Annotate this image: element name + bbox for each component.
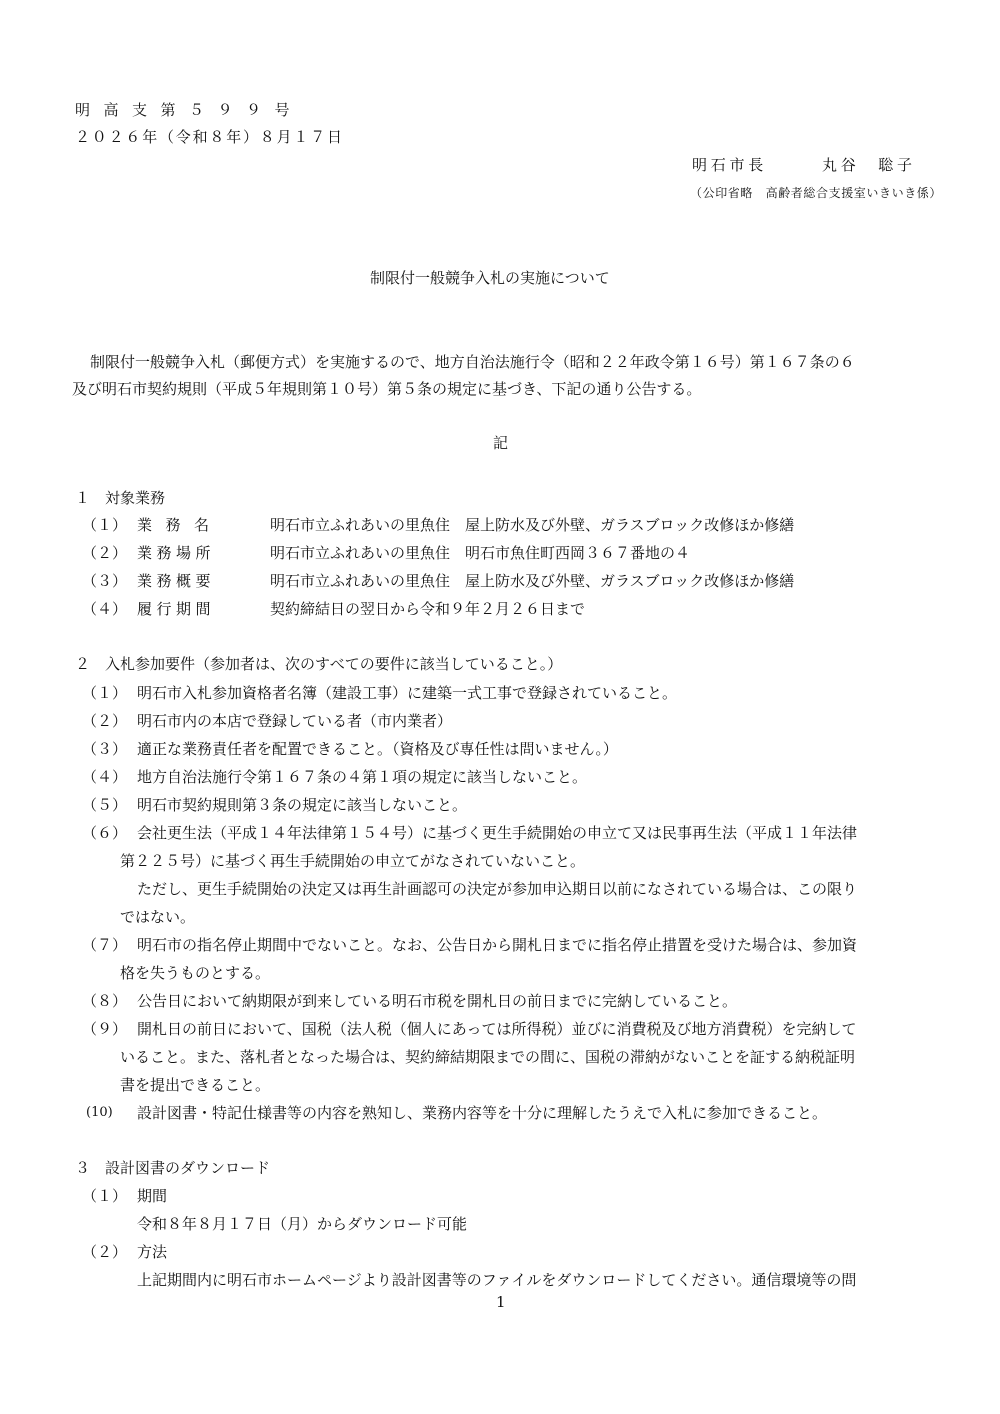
section-2-item-7-number: （７） <box>82 936 128 954</box>
item-number: （４） <box>82 600 128 618</box>
section-2-item-1-number: （１） <box>82 684 128 702</box>
section-2-item-7-line-1: 明石市の指名停止期間中でないこと。なお、公告日から開札日までに指名停止措置を受けた場合は、参加資 <box>137 936 858 954</box>
section-1-item-3 <box>82 571 942 591</box>
intro-line-1: 制限付一般競争入札（郵便方式）を実施するので、地方自治法施行令（昭和２２年政令第１６号）第１６７条の６ <box>90 353 855 371</box>
section-1-item-4 <box>82 599 942 619</box>
section-2-item-6-line-1: 会社更生法（平成１４年法律第１５４号）に基づく更生手続開始の申立て又は民事再生法（平成１１年法律 <box>137 824 858 842</box>
section-2-item-4-number: （４） <box>82 768 128 786</box>
section-2-item-6-number: （６） <box>82 824 128 842</box>
section-1-heading: １ 対象業務 <box>75 489 166 507</box>
issuer-title: 明石市長 <box>692 156 768 174</box>
section-2-item-6-line-2: 第２２５号）に基づく再生手続開始の申立てがなされていないこと。 <box>120 852 586 870</box>
issuer-name: 丸谷 聡子 <box>822 156 916 174</box>
item-number: （１） <box>82 516 128 534</box>
section-2-item-5-number: （５） <box>82 796 128 814</box>
item-label: 業務概要 <box>137 572 216 590</box>
section-3-item-2-text: 上記期間内に明石市ホームページより設計図書等のファイルをダウンロードしてください。通信環境等の問 <box>137 1271 857 1289</box>
item-value: 明石市立ふれあいの里魚住 明石市魚住町西岡３６７番地の４ <box>270 544 691 562</box>
section-2-item-8-text: 公告日において納期限が到来している明石市税を開札日の前日までに完納していること。 <box>137 992 738 1010</box>
section-2-item-4-text: 地方自治法施行令第１６７条の４第１項の規定に該当しないこと。 <box>137 768 588 786</box>
document-date: ２０２６年（令和８年）８月１７日 <box>75 128 344 146</box>
section-3-item-1-text: 令和８年８月１７日（月）からダウンロード可能 <box>137 1215 468 1233</box>
intro-line-2: 及び明石市契約規則（平成５年規則第１０号）第５条の規定に基づき、下記の通り公告する。 <box>72 380 702 398</box>
item-number: （２） <box>82 544 128 562</box>
item-value: 明石市立ふれあいの里魚住 屋上防水及び外壁、ガラスブロック改修ほか修繕 <box>270 572 795 590</box>
section-2-item-9-number: （９） <box>82 1020 128 1038</box>
item-label: 履行期間 <box>137 600 216 618</box>
section-2-item-9-line-3: 書を提出できること。 <box>120 1076 271 1094</box>
item-value: 契約締結日の翌日から令和９年２月２６日まで <box>270 600 586 618</box>
section-2-item-8-number: （８） <box>82 992 128 1010</box>
item-label: 業務場所 <box>137 544 216 562</box>
section-2-heading: ２ 入札参加要件（参加者は、次のすべての要件に該当していること。） <box>75 655 563 673</box>
section-2-item-9-line-2: いること。また、落札者となった場合は、契約締結期限までの間に、国税の滞納がないことを証する納税証明 <box>120 1048 856 1066</box>
item-number: （３） <box>82 572 128 590</box>
section-2-item-9-line-1: 開札日の前日において、国税（法人税（個人にあっては所得税）並びに消費税及び地方消費税）を完納して <box>137 1020 857 1038</box>
section-2-item-6-line-3: ただし、更生手続開始の決定又は再生計画認可の決定が参加申込期日以前になされている場合は、この限り <box>137 880 858 898</box>
ki-marker: 記 <box>493 434 509 452</box>
section-2-item-3-text: 適正な業務責任者を配置できること。（資格及び専任性は問いません。） <box>137 740 618 758</box>
document-title: 制限付一般競争入札の実施について <box>370 269 610 287</box>
document-number: 明高支第５９９号 <box>75 101 304 119</box>
section-2-item-6-line-4: ではない。 <box>120 908 196 926</box>
section-2-item-10-text: 設計図書・特記仕様書等の内容を熟知し、業務内容等を十分に理解したうえで入札に参加できること。 <box>137 1104 828 1122</box>
section-1-item-1 <box>82 515 942 535</box>
section-2-item-10-number: (10) <box>86 1105 113 1120</box>
section-3-item-2-label: 方法 <box>137 1243 168 1261</box>
section-2-item-2-number: （２） <box>82 712 128 730</box>
section-3-item-2-number: （２） <box>82 1243 128 1261</box>
item-label: 業務名 <box>137 516 223 534</box>
section-2-item-1-text: 明石市入札参加資格者名簿（建設工事）に建築一式工事で登録されていること。 <box>137 684 678 702</box>
section-3-item-1-label: 期間 <box>137 1187 168 1205</box>
section-3-item-1-number: （１） <box>82 1187 128 1205</box>
issuer-note: （公印省略 高齢者総合支援室いきいき係） <box>690 186 943 200</box>
item-value: 明石市立ふれあいの里魚住 屋上防水及び外壁、ガラスブロック改修ほか修繕 <box>270 516 795 534</box>
section-2-item-2-text: 明石市内の本店で登録している者（市内業者） <box>137 712 453 730</box>
section-2-item-7-line-2: 格を失うものとする。 <box>120 964 271 982</box>
page-number: 1 <box>496 1293 506 1311</box>
section-1-item-2 <box>82 543 942 563</box>
section-3-heading: ３ 設計図書のダウンロード <box>75 1159 271 1177</box>
section-2-item-3-number: （３） <box>82 740 128 758</box>
section-2-item-5-text: 明石市契約規則第３条の規定に該当しないこと。 <box>137 796 468 814</box>
